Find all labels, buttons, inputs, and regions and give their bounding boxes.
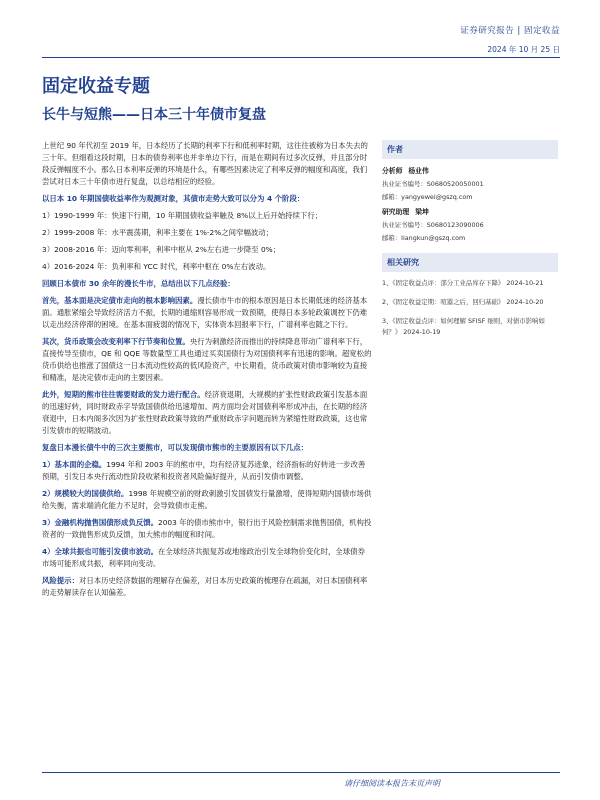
analyst-cert: 执业证书编号：S0680123090006	[382, 221, 484, 229]
page-title: 固定收益专题	[42, 76, 150, 97]
bear-item-text: 在全球经济共振复苏或地缘政治引发全球物价变化时，全球债券市场可能形成共振，利率同向变动。	[42, 547, 365, 568]
intro-paragraph: 上世纪 90 年代初至 2019 年，日本经历了长期的利率下行和低利率时期，这往往被称为日本失去的三十年。但细看这段时期，日本的债券利率也并非单边下行，而是在期间有过多次反弹，并且部分时段反弹幅度不小。那么日本利率反弹的环境是什么，有哪些因素决定了利率反弹的幅度和高度，我们尝试对日本三十年债市进行复盘，以总结相应的经验。	[42, 141, 368, 186]
bear-paragraph	[42, 488, 372, 512]
bear-item-heading: 2）规模较大的国债供给。	[42, 489, 129, 498]
bear-item-text: 1998 年规模空前的财政刺激引发国债发行量激增，使得短期内国债市场供给失衡，需求端消化能力不足时，会导致债市走熊。	[42, 489, 372, 510]
lesson-text: 漫长债市牛市的根本原因是日本长期低迷的经济基本面。通胀紧缩会导致经济活力不振，长期的通缩则容易形成一致预期，使得日本多轮政策调控下仍难以走出经济停滞的困境。在基本面疲弱的情况下，实体资本回报率下行，广谱利率也随之下行。	[42, 296, 368, 329]
bear-paragraph	[42, 459, 372, 483]
analyst-name-row	[382, 165, 558, 175]
related-heading: 相关研究	[382, 253, 558, 272]
footer-divider	[42, 772, 560, 773]
analyst-role: 分析师	[382, 167, 403, 175]
related-report[interactable]: 3、《固定收益点评：如何理解 SFISF 细则，对债市影响如何？》 2024-10-19	[382, 317, 545, 336]
analyst-name: 杨业伟	[408, 167, 429, 175]
bear-heading: 复盘日本漫长债牛中的三次主要熊市，可以发现债市熊市的主要原因有以下几点：	[42, 443, 309, 452]
analyst-email[interactable]: 邮箱：liangkun@gszq.com	[382, 234, 466, 242]
review-heading: 回顾日本债市 30 余年的漫长牛市，总结出以下几点经验：	[42, 279, 235, 288]
report-date: 2024 年 10 月 25 日	[487, 45, 560, 54]
lesson-heading: 其次，货币政策会改变利率下行节奏和位置。	[42, 337, 190, 346]
analyst-email[interactable]: 邮箱：yangyewei@gszq.com	[382, 193, 473, 201]
footer-disclaimer: 请仔细阅读本报告末页声明	[344, 779, 440, 788]
analyst-role: 研究助理	[382, 208, 410, 216]
bear-item-heading: 3）金融机构抛售国债形成负反馈。	[42, 518, 159, 527]
bear-item-heading: 1）基本面的企稳。	[42, 460, 107, 469]
related-report[interactable]: 2、《固定收益定期：喧嚣之后，回归基础》 2024-10-20	[382, 298, 544, 306]
header-tag: 证券研究报告 | 固定收益	[460, 26, 560, 36]
lesson-paragraph	[42, 336, 372, 384]
lesson-paragraph	[42, 295, 372, 331]
analyst-cert: 执业证书编号：S0680520050001	[382, 180, 484, 188]
risk-heading: 风险提示：	[42, 576, 79, 585]
lesson-text: 央行为刺激经济而推出的持续降息带动广谱利率下行，直接传导至债市，QE 和 QQE 等数量型工具也通过买卖国债行为对国债利率有迅速的影响。超宽松的货币供给也推涨了国债这一日本流动性较高的低风险资产，中长期看，货币政策对债市影响较为直接和精准，是决定债市走向的主要因素。	[42, 337, 372, 382]
risk-paragraph	[42, 575, 372, 599]
bear-item-text: 1994 年和 2003 年的熊市中，均有经济复苏迹象，经济指标的好转进一步改善预期，引发日本央行流动性阶段收紧和投资者风险偏好提升，从而引发债市调整。	[42, 460, 366, 481]
authors-heading: 作者	[382, 140, 558, 159]
phase-item: 4）2016-2024 年：负利率和 YCC 时代，利率中枢在 0%左右波动。	[42, 262, 271, 271]
lesson-text: 经济衰退期，大规模的扩张性财政政策引发基本面的迅速好转，同时财政赤字导致国债供给迅速增加。两方面均会对国债利率形成冲击，在长期的经济衰退中，日本内阁多次因为扩张性财政政策导致的严重财政赤字问题而转为紧缩性财政政策，这也常引发债市的短期波动。	[42, 390, 368, 435]
analyst-name-row	[382, 206, 558, 216]
page-subtitle: 长牛与短熊——日本三十年债市复盘	[42, 107, 266, 123]
main-body	[42, 140, 372, 604]
related-report[interactable]: 1、《固定收益点评：部分工业品库存下降》 2024-10-21	[382, 279, 544, 287]
analyst-name: 梁坤	[415, 208, 429, 216]
lesson-paragraph	[42, 389, 372, 437]
phases-heading: 以日本 10 年期国债收益率作为观测对象，其债市走势大致可以分为 4 个阶段：	[42, 194, 305, 203]
bear-item-text: 2003 年的债市熊市中，银行出于风险控制需求抛售国债，机构投资者的一致抛售形成负反馈，加大熊市的幅度和时间。	[42, 518, 372, 539]
header-divider	[42, 57, 560, 58]
bear-paragraph	[42, 517, 372, 541]
sidebar	[382, 140, 558, 346]
phase-item: 2）1999-2008 年：水平震荡期，利率主要在 1%-2%之间窄幅波动；	[42, 228, 274, 237]
risk-text: 对日本历史经济数据的理解存在偏差，对日本历史政策的梳理存在疏漏，对日本国债利率的走势解读存在认知偏差。	[42, 576, 368, 597]
phase-item: 1）1990-1999 年：快速下行期，10 年期国债收益率触及 8%以上后开始持续下行；	[42, 211, 323, 220]
bear-item-heading: 4）全球共振也可能引发债市波动。	[42, 547, 159, 556]
lesson-heading: 此外，短期的熊市往往需要财政的发力进行配合。	[42, 390, 205, 399]
bear-paragraph	[42, 546, 372, 570]
lesson-heading: 首先，基本面是决定债市走向的根本影响因素。	[42, 296, 198, 305]
phase-item: 3）2008-2016 年：迈向零利率，利率中枢从 2%左右进一步降至 0%；	[42, 245, 281, 254]
